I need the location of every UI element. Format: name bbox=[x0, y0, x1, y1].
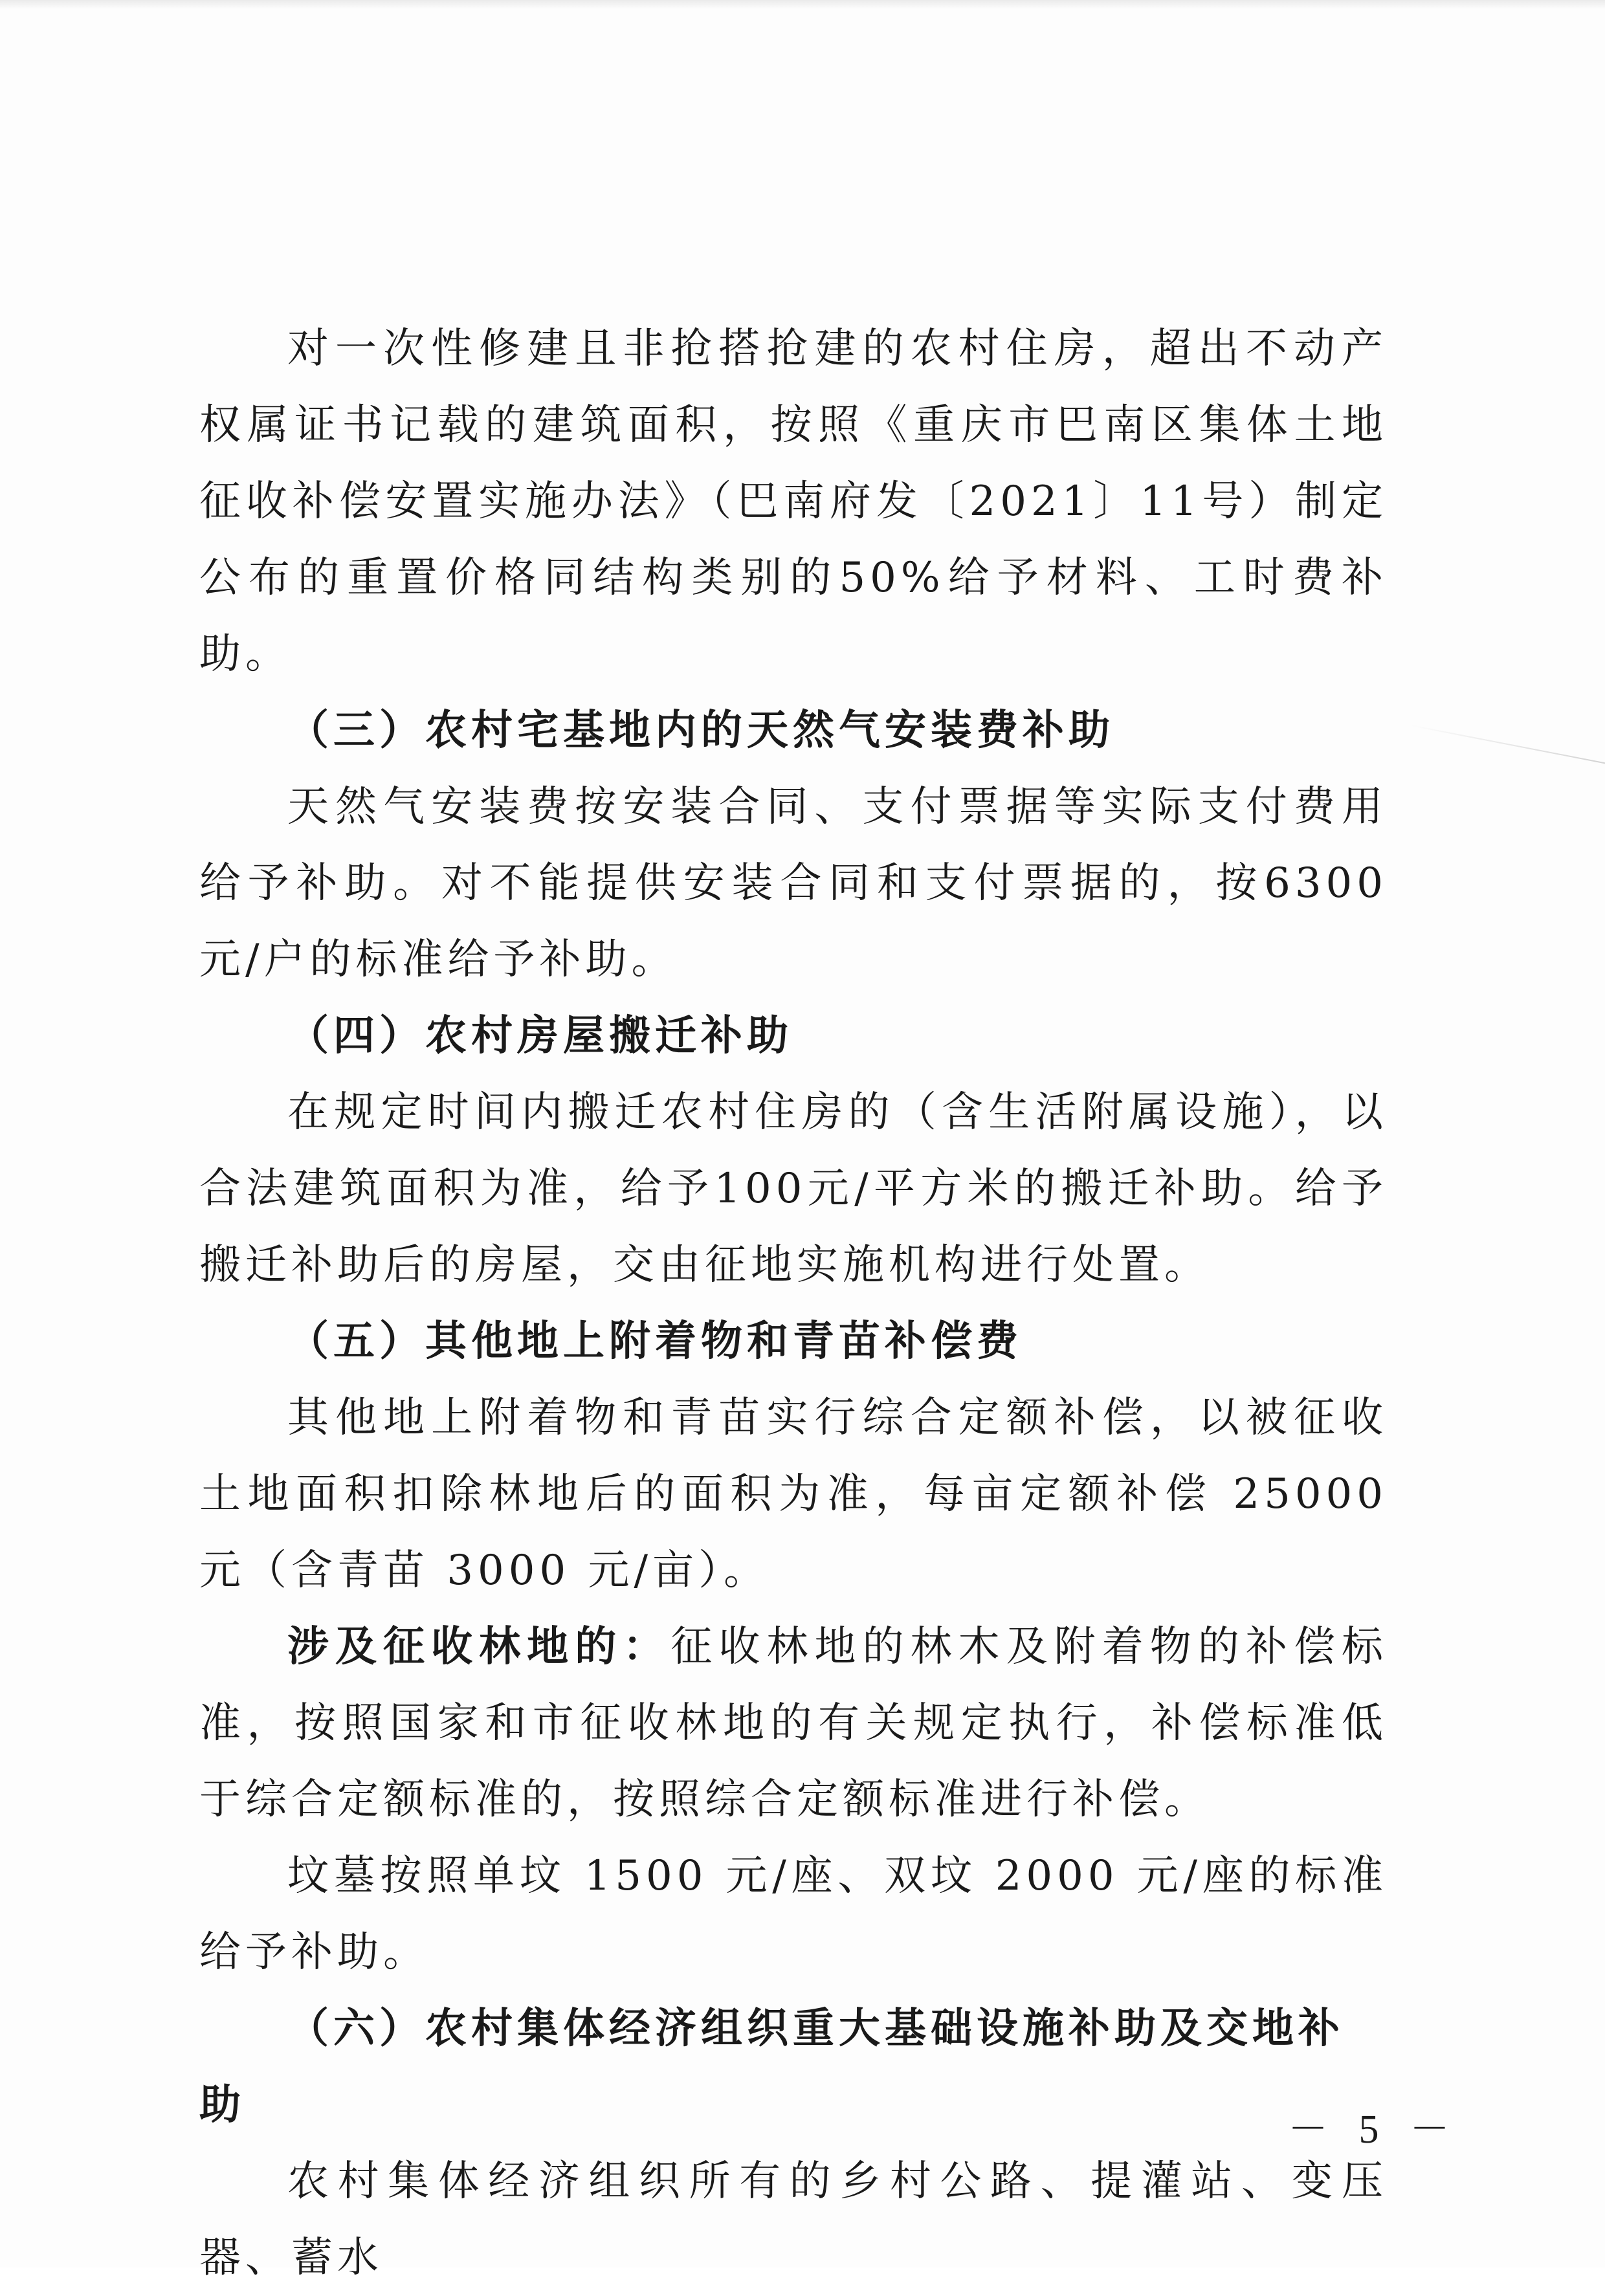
heading-gas-installation: （三）农村宅基地内的天然气安装费补助 bbox=[287, 706, 1114, 755]
paragraph-gas-installation: 天然气安装费按安装合同、支付票据等实际支付费用给予补助。对不能提供安装合同和支付票据的，按6300元/户的标准给予补助。 bbox=[199, 783, 1388, 984]
document-body bbox=[199, 311, 1388, 2296]
paragraph-infrastructure: 农村集体经济组织所有的乡村公路、提灌站、变压器、蓄水 bbox=[199, 2158, 1388, 2282]
scan-artifact-line bbox=[1411, 725, 1605, 767]
forest-land-lead: 涉及征收林地的： bbox=[287, 1623, 671, 1671]
paragraph-relocation-subsidy: 在规定时间内搬迁农村住房的（含生活附属设施），以合法建筑面积为准，给予100元/平方米的搬迁补助。给予搬迁补助后的房屋，交由征地实施机构进行处置。 bbox=[199, 1088, 1388, 1289]
paragraph-housing-subsidy: 对一次性修建且非抢搭抢建的农村住房，超出不动产权属证书记载的建筑面积，按照《重庆市巴南区集体土地征收补偿安置实施办法》（巴南府发〔2021〕11号）制定公布的重置价格同结构类别的50%给予材料、工时费补助。 bbox=[199, 325, 1388, 678]
scan-top-shadow bbox=[0, 0, 1605, 9]
page-number: － 5 － bbox=[1288, 2108, 1461, 2152]
heading-relocation-subsidy: （四）农村房屋搬迁补助 bbox=[287, 1011, 793, 1060]
paragraph-attachments-compensation: 其他地上附着物和青苗实行综合定额补偿，以被征收土地面积扣除林地后的面积为准，每亩定额补偿 25000 元（含青苗 3000 元/亩）。 bbox=[199, 1394, 1388, 1595]
forest-land-text: 征收林地的林木及附着物的补偿标准，按照国家和市征收林地的有关规定执行，补偿标准低于综合定额标准的，按照综合定额标准进行补偿。 bbox=[199, 1623, 1388, 1824]
paragraph-forest-land bbox=[199, 1609, 1388, 1838]
heading-infrastructure-subsidy: （六）农村集体经济组织重大基础设施补助及交地补助 bbox=[199, 2004, 1344, 2129]
paragraph-graves: 坟墓按照单坟 1500 元/座、双坟 2000 元/座的标准给予补助。 bbox=[199, 1852, 1388, 1976]
heading-attachments-compensation: （五）其他地上附着物和青苗补偿费 bbox=[287, 1317, 1023, 1365]
